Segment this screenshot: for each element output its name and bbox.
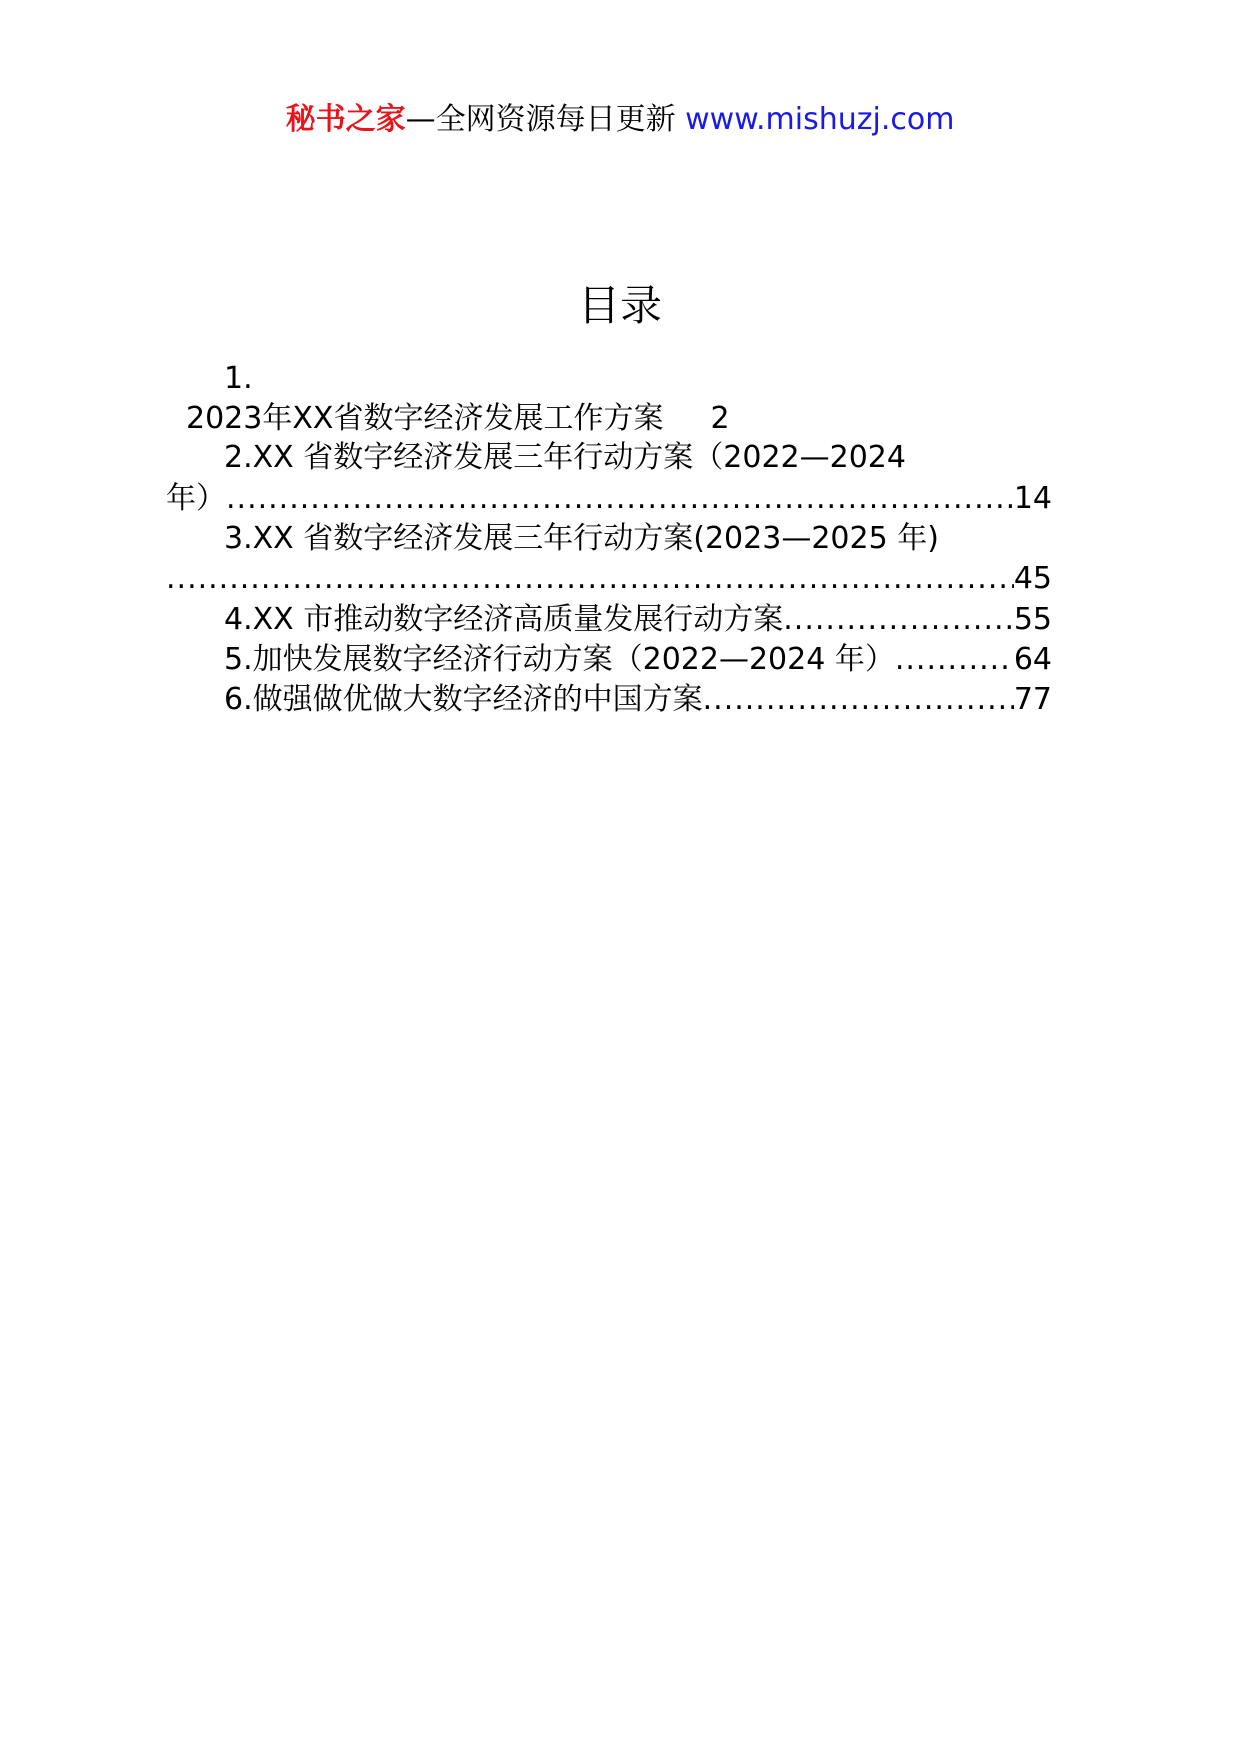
toc-leader-dots [226, 476, 1014, 521]
toc-entry-number: 2. [224, 440, 253, 475]
toc-entry-number: 4. [224, 602, 253, 637]
toc-leader-dots [895, 637, 1014, 682]
toc-entry-title: XX 省数字经济发展三年行动方案（2022—2024 [252, 440, 906, 475]
toc-entry-page: 64 [1013, 642, 1052, 677]
toc-entry-3[interactable] [224, 516, 939, 561]
toc-entry-1-number[interactable]: 1. [224, 361, 253, 396]
toc-leader-dots [703, 677, 1014, 722]
toc-entry-page: 45 [1013, 561, 1052, 596]
toc-entry-title: XX 省数字经济发展三年行动方案(2023—2025 年) [252, 521, 939, 556]
toc-entry-6[interactable] [224, 677, 1052, 722]
toc-entry-title-continued: 年） [166, 481, 226, 516]
toc-entry-title: 做强做优做大数字经济的中国方案 [252, 682, 703, 717]
toc-entry-number: 3. [224, 521, 253, 556]
toc-entry-page: 14 [1013, 481, 1052, 516]
toc-entry-page: 55 [1013, 602, 1052, 637]
toc-entry-page: 2 [710, 401, 730, 436]
toc-entry-5[interactable] [224, 637, 1052, 682]
toc-entry-title: XX 市推动数字经济高质量发展行动方案 [252, 602, 784, 637]
toc-entry-3-leader[interactable] [166, 556, 1052, 601]
toc-entry-2[interactable] [224, 435, 1052, 480]
toc-entry-2-continued[interactable] [166, 476, 1052, 521]
site-url-link[interactable]: www.mishuzj.com [685, 102, 955, 137]
toc-entry-number: 6. [224, 682, 253, 717]
toc-entry-title: 2023年XX省数字经济发展工作方案 [186, 401, 664, 436]
brand-name: 秘书之家 [285, 102, 406, 137]
toc-entry-title: 加快发展数字经济行动方案（2022—2024 年） [252, 642, 895, 677]
header-tagline: —全网资源每日更新 [405, 102, 676, 137]
toc-leader-dots [783, 597, 1014, 642]
toc-entry-4[interactable] [224, 597, 1052, 642]
toc-entry-number: 5. [224, 642, 253, 677]
toc-leader-dots [166, 556, 1014, 601]
page-title: 目录 [577, 281, 662, 330]
site-header [0, 100, 1240, 140]
toc-entry-page: 77 [1013, 682, 1052, 717]
